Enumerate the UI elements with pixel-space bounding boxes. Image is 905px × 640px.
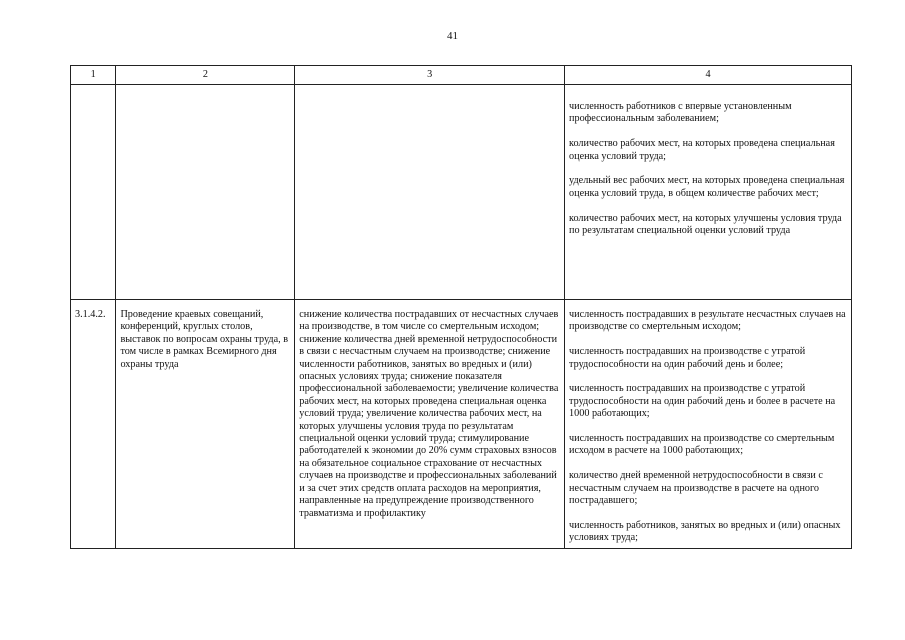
cell-number bbox=[71, 85, 116, 300]
table-header-row bbox=[71, 66, 852, 85]
header-col-2: 2 bbox=[116, 66, 295, 85]
cell-result: снижение количества пострадавших от несчастных случаев на производстве, в том числе со смертельным исходом; снижение количества дней временной нетрудоспособности в связи с несчастным случаем на производстве; снижение численности работников, занятых во вредных и (или) опасных условиях труда; снижение показателя профессиональной заболеваемости; увеличение количества рабочих мест, на которых проведена специальная оценка условий труда; увеличение количества рабочих мест, на которых улучшены условия труда по результатам специальной оценки условий труда; стимулирование работодателей к экономии до 20% сумм страховых взносов на обязательное социальное страхование от несчастных случаев на производстве и профессиональных заболеваний и за счет этих средств оплата расходов на мероприятия, направленные на предупреждение производственного травматизма и профилактику bbox=[295, 300, 565, 549]
indicator-item: количество дней временной нетрудоспособности в связи с несчастным случаем на производстве в расчете на одного пострадавшего; bbox=[569, 470, 823, 507]
indicator-item: численность работников, занятых во вредных и (или) опасных условиях труда; bbox=[569, 519, 841, 544]
indicator-item: количество рабочих мест, на которых проведена специальная оценка условий труда; bbox=[569, 138, 835, 162]
header-col-1: 1 bbox=[71, 66, 116, 85]
indicator-item: численность пострадавших на производстве с утратой трудоспособности на один рабочий день и более в расчете на 1000 работающих; bbox=[569, 383, 836, 420]
cell-event bbox=[116, 85, 295, 300]
header-col-4: 4 bbox=[565, 66, 852, 85]
indicator-item: численность пострадавших на производстве с утратой трудоспособности на один рабочий день и более; bbox=[569, 346, 806, 370]
indicator-item: численность пострадавших на производстве со смертельным исходом в расчете на 1000 работающих; bbox=[569, 433, 835, 457]
measures-table bbox=[70, 65, 852, 549]
cell-indicators bbox=[565, 300, 852, 549]
page-number: 41 bbox=[447, 30, 458, 42]
indicator-item: удельный вес рабочих мест, на которых проведена специальная оценка условий труда, в общем количестве рабочих мест; bbox=[569, 175, 845, 199]
table-row-3-1-4-2 bbox=[71, 300, 852, 549]
header-col-3: 3 bbox=[295, 66, 565, 85]
cell-indicators bbox=[565, 85, 852, 300]
table-row-continued bbox=[71, 85, 852, 300]
cell-event: Проведение краевых совещаний, конференций, круглых столов, выставок по вопросам охраны труда, в том числе в рамках Всемирного дня охраны труда bbox=[116, 300, 295, 549]
cell-result bbox=[295, 85, 565, 300]
indicator-item: численность пострадавших в результате несчастных случаев на производстве со смертельным исходом; bbox=[569, 309, 846, 333]
cell-number: 3.1.4.2. bbox=[71, 300, 116, 549]
indicator-item: численность работников с впервые установленным профессиональным заболеванием; bbox=[569, 101, 792, 125]
indicator-item: количество рабочих мест, на которых улучшены условия труда по результатам специальной оценки условий труда bbox=[569, 212, 842, 237]
